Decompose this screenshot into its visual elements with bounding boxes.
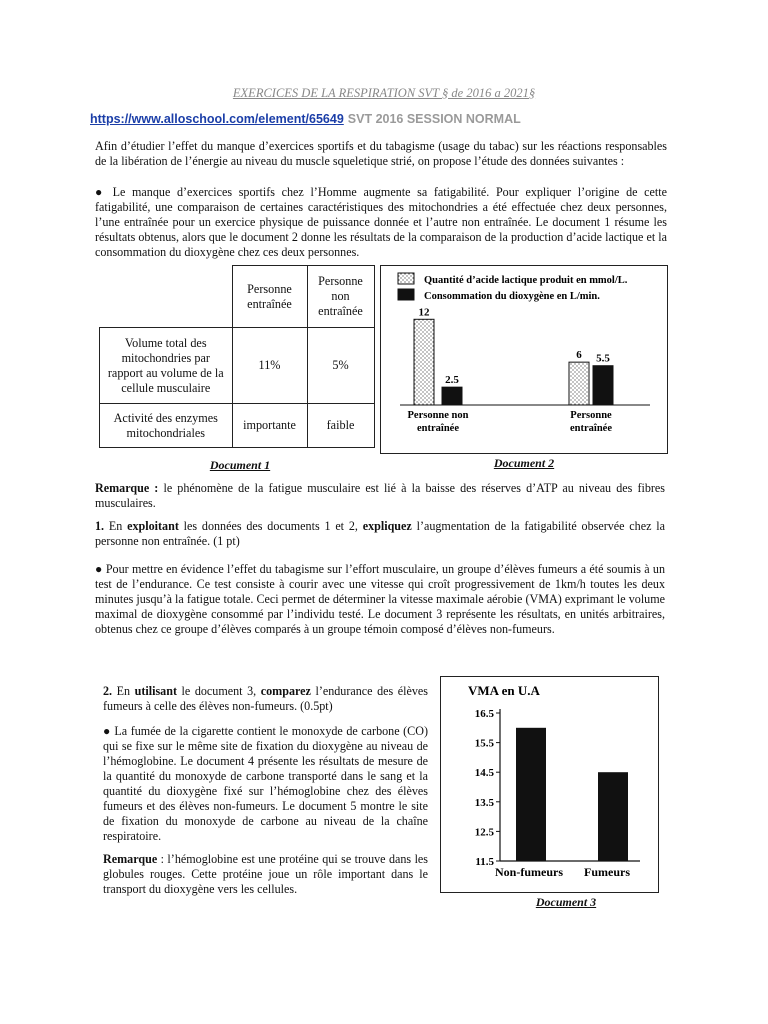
col-header-untrained: Personne non entraînée [307, 266, 374, 328]
question-1-text: l’augmentation de la fatigabilité observée chez la personne non entraînée. (1 pt) [95, 519, 665, 548]
monoxyde-paragraph: ● La fumée de la cigarette contient le monoxyde de carbone (CO) qui se fixe sur le même site de fixation du dioxygène au niveau de l’hémoglobine. Le document 4 présente les résultats de mesure de la quantité du monoxyde de carbone transporté dans le sang et la quantité du dioxygène fixé sur l’hémoglobine chez des élèves fumeurs et des élèves non-fumeurs. Le document 5 montre le site de fixation du monoxyde de carbone au niveau de la chaîne respiratoire. [103, 724, 428, 843]
table-row [100, 328, 375, 404]
bar [569, 362, 589, 405]
tabagisme-paragraph: ● Pour mettre en évidence l’effet du tabagisme sur l’effort musculaire, un groupe d’élèves fumeurs a été soumis à un test de l’endurance. Ce test consiste à courir avec une vitesse qui croît progressivement de 1km/h toutes les deux minutes jusqu’à la fatigue totale. Ceci permet de déterminer la vitesse maximale aérobie (VMA) exprimant le volume maximal de dioxygène consommé par l’individu testé. Le document 3 représente les résultats, en unités arbitraires, obtenus chez ce groupe d’élèves comparés à un groupe témoin composé d’élèves non-fumeurs. [95, 562, 665, 636]
fatigability-paragraph: ● Le manque d’exercices sportifs chez l’Homme augmente sa fatigabilité. Pour expliquer l’origine de cette fatigabilité, une comparaison de certaines caractéristiques des mitochondries a été effectuée chez deux personnes, l’une entraînée pour un exercice physique de puissance donnée et l’autre non entraînée. Le document 1 résume les résultats obtenus, alors que le document 2 donne les résultats de la comparaison de la production d’acide lactique et la consommation du dioxygène chez ces deux personnes. [95, 185, 667, 259]
page-header-title: EXERCICES DE LA RESPIRATION SVT § de 2016 a 2021§ [232, 86, 536, 100]
remarque-2-label: Remarque [103, 852, 158, 866]
question-1-verb: exploitant [127, 519, 179, 533]
document-2-caption: Document 2 [493, 456, 555, 470]
bar [442, 387, 462, 405]
legend-label: Quantité d’acide lactique produit en mmol/L. [424, 275, 628, 286]
remarque-1-text: le phénomène de la fatigue musculaire est lié à la baisse des réserves d’ATP au niveau des fibres musculaires. [95, 481, 665, 510]
question-2 [103, 684, 428, 714]
source-line [90, 112, 521, 126]
question-2-verb: utilisant [134, 684, 177, 698]
category-label: Fumeurs [584, 865, 630, 879]
remarque-2 [103, 852, 428, 897]
cell-value: 11% [232, 328, 307, 404]
bar-value-label: 12 [418, 306, 430, 319]
cell-value: faible [307, 404, 374, 448]
document-2-chart [380, 265, 670, 455]
remarque-1 [95, 481, 665, 511]
document-3-chart [440, 676, 660, 894]
y-tick-label: 13.5 [474, 796, 494, 809]
col-header-trained: Personne entraînée [232, 266, 307, 328]
question-1-text: En [104, 519, 128, 533]
question-2-text: l’endurance des élèves fumeurs à celle des élèves non-fumeurs. (0.5pt) [103, 684, 428, 713]
question-1 [95, 519, 665, 549]
remarque-1-label: Remarque : [95, 481, 159, 495]
legend-label: Consommation du dioxygène en L/min. [424, 291, 600, 302]
category-label: entraînée [417, 423, 459, 434]
bar [598, 772, 628, 861]
bar-value-label: 6 [576, 349, 582, 362]
remarque-2-text: : l’hémoglobine est une protéine qui se trouve dans les globules rouges. Cette protéine joue un rôle important dans le transport du dioxygène vers les cellules. [103, 852, 428, 896]
question-2-verb: comparez [260, 684, 311, 698]
category-label: Personne non [407, 410, 469, 421]
bar [593, 366, 613, 405]
row-label: Activité des enzymes mitochondriales [100, 404, 233, 448]
question-1-number: 1. [95, 519, 105, 533]
category-label: Personne [570, 410, 612, 421]
y-tick-label: 12.5 [474, 826, 494, 839]
document-1-caption: Document 1 [209, 458, 271, 472]
row-label: Volume total des mitochondries par rapport au volume de la cellule musculaire [100, 328, 233, 404]
document-1 [99, 265, 375, 448]
document-1-table [99, 265, 375, 448]
session-label: SVT 2016 SESSION NORMAL [347, 112, 521, 126]
category-label: entraînée [570, 423, 612, 434]
y-tick-label: 14.5 [474, 767, 494, 780]
bar-value-label: 2.5 [445, 374, 459, 387]
bar-value-label: 5.5 [596, 352, 610, 365]
question-1-verb: expliquez [362, 519, 412, 533]
y-axis-label: VMA en U.A [468, 683, 540, 698]
legend-swatch [398, 273, 414, 284]
table-row [100, 404, 375, 448]
legend-swatch [398, 289, 414, 300]
cell-value: 5% [307, 328, 374, 404]
intro-paragraph: Afin d’étudier l’effet du manque d’exercices sportifs et du tabagisme (usage du tabac) sur les réactions responsables de la libération de l’énergie au niveau du muscle squeletique strié, on propose l’étude des données suivantes : [95, 139, 667, 168]
question-1-text: les données des documents 1 et 2, [178, 519, 363, 533]
y-tick-label: 11.5 [475, 856, 494, 868]
question-2-number: 2. [103, 684, 113, 698]
question-2-text: le document 3, [176, 684, 261, 698]
bar [414, 319, 434, 405]
source-link[interactable]: https://www.alloschool.com/element/65649 [90, 112, 344, 126]
cell-value: importante [232, 404, 307, 448]
question-2-text: En [112, 684, 135, 698]
category-label: Non-fumeurs [495, 865, 563, 879]
y-tick-label: 16.5 [474, 708, 494, 720]
document-3-caption: Document 3 [535, 895, 597, 909]
y-tick-label: 15.5 [474, 737, 494, 750]
bar [516, 728, 546, 861]
